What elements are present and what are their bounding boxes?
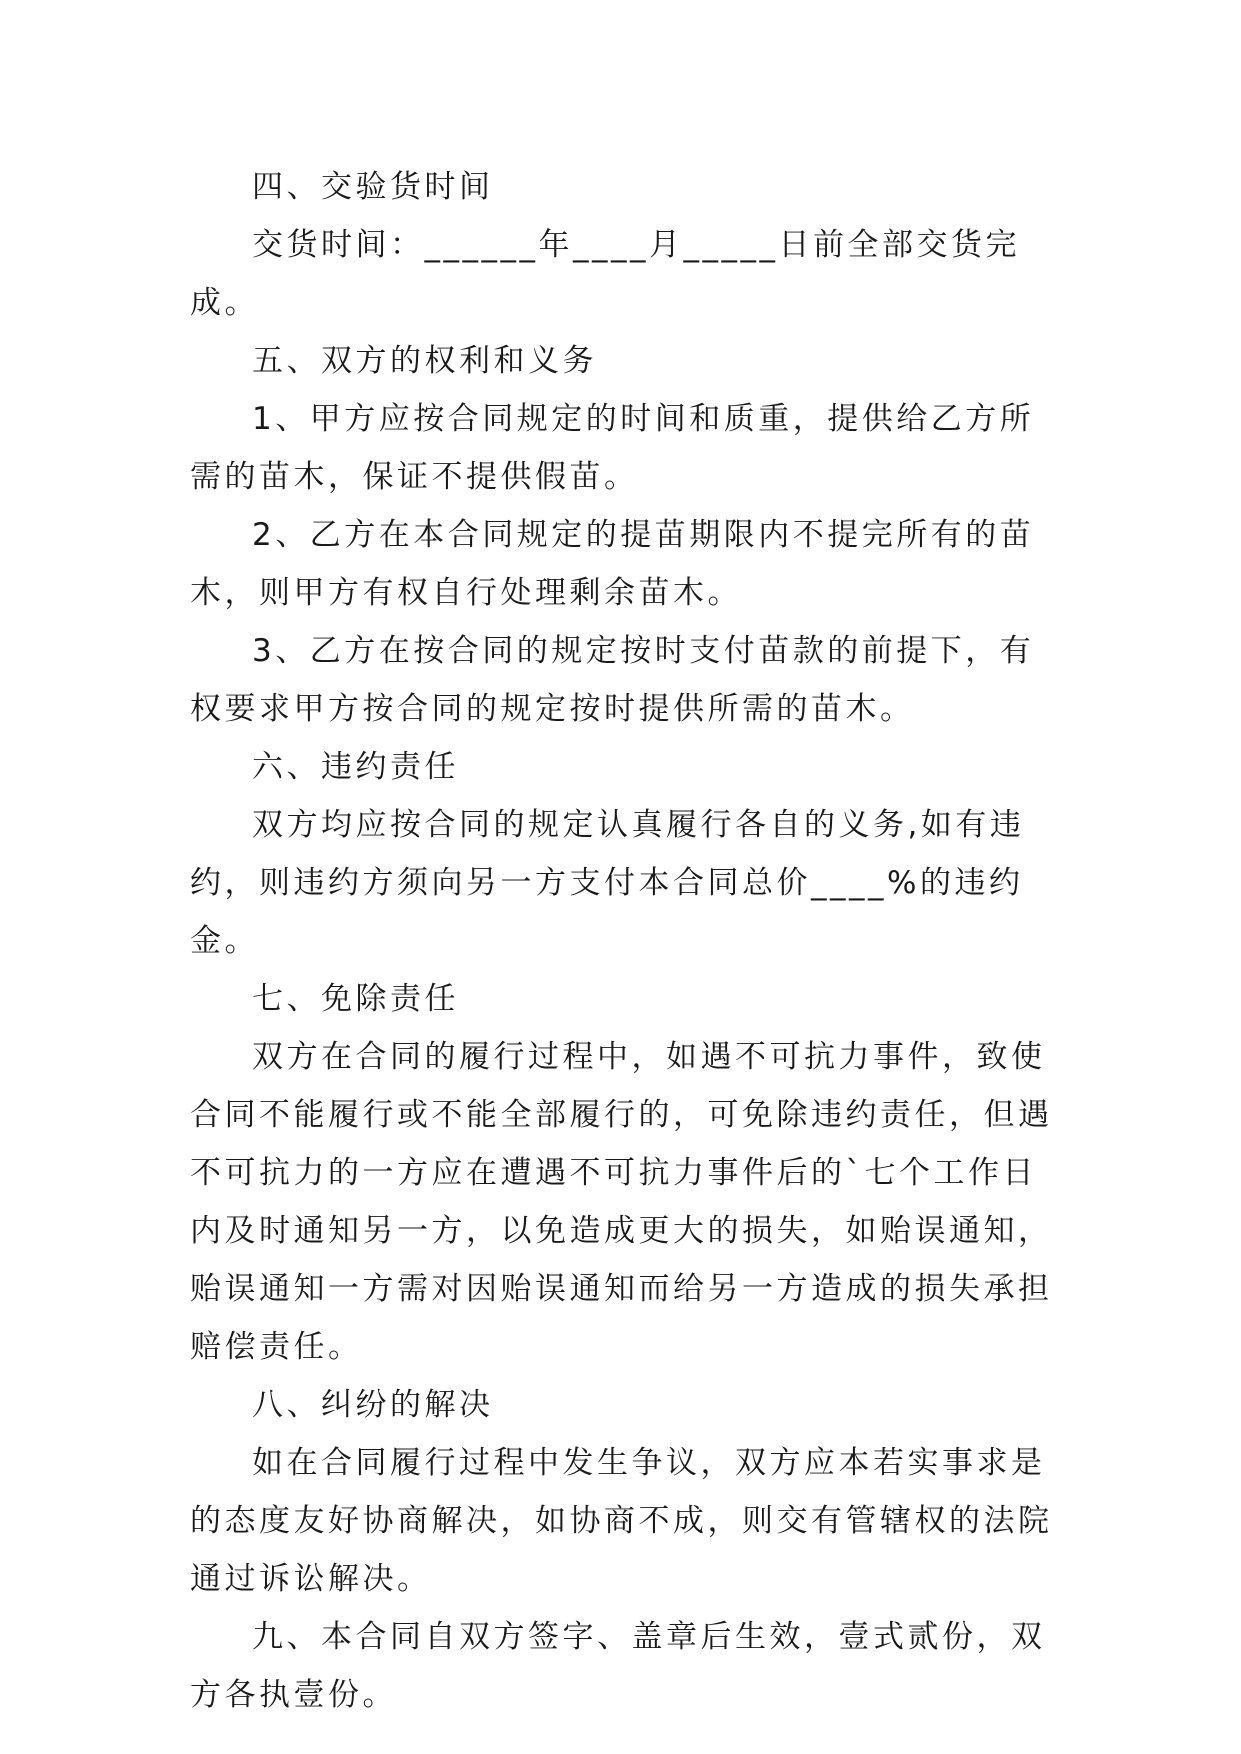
delivery-time-paragraph: 交货时间：______年____月_____日前全部交货完成。 [190, 227, 1020, 321]
clause-3-paragraph: 3、乙方在按合同的规定按时支付苗款的前提下，有权要求甲方按合同的规定按时提供所需的苗木。 [190, 633, 1035, 727]
exemption-paragraph: 双方在合同的履行过程中，如遇不可抗力事件，致使合同不能履行或不能全部履行的，可免除违约责任，但遇不可抗力的一方应在遭遇不可抗力事件后的`七个工作日内及时通知另一方，以免造成更大的损失，如贻误通知，贻误通知一方需对因贻误通知而给另一方造成的损失承担赔偿责任。 [190, 1039, 1053, 1365]
clause-2-paragraph: 2、乙方在本合同规定的提苗期限内不提完所有的苗木，则甲方有权自行处理剩余苗木。 [190, 517, 1035, 611]
section-heading-breach-liability: 六、违约责任 [252, 749, 459, 785]
clause-1-paragraph: 1、甲方应按合同规定的时间和质重，提供给乙方所需的苗木，保证不提供假苗。 [190, 401, 1035, 495]
section-heading-exemption: 七、免除责任 [252, 981, 459, 1017]
document-body [190, 158, 1060, 1724]
section-heading-delivery-inspection: 四、交验货时间 [252, 169, 494, 205]
effectiveness-clause-paragraph: 九、本合同自双方签字、盖章后生效，壹式贰份，双方各执壹份。 [190, 1619, 1046, 1713]
section-heading-rights-obligations: 五、双方的权利和义务 [252, 343, 597, 379]
section-heading-dispute-resolution: 八、纠纷的解决 [252, 1387, 494, 1423]
breach-liability-paragraph: 双方均应按合同的规定认真履行各自的义务,如有违约，则违约方须向另一方支付本合同总价____%的违约金。 [190, 807, 1025, 959]
dispute-resolution-paragraph: 如在合同履行过程中发生争议，双方应本若实事求是的态度友好协商解决，如协商不成，则交有管辖权的法院通过诉讼解决。 [190, 1445, 1053, 1597]
